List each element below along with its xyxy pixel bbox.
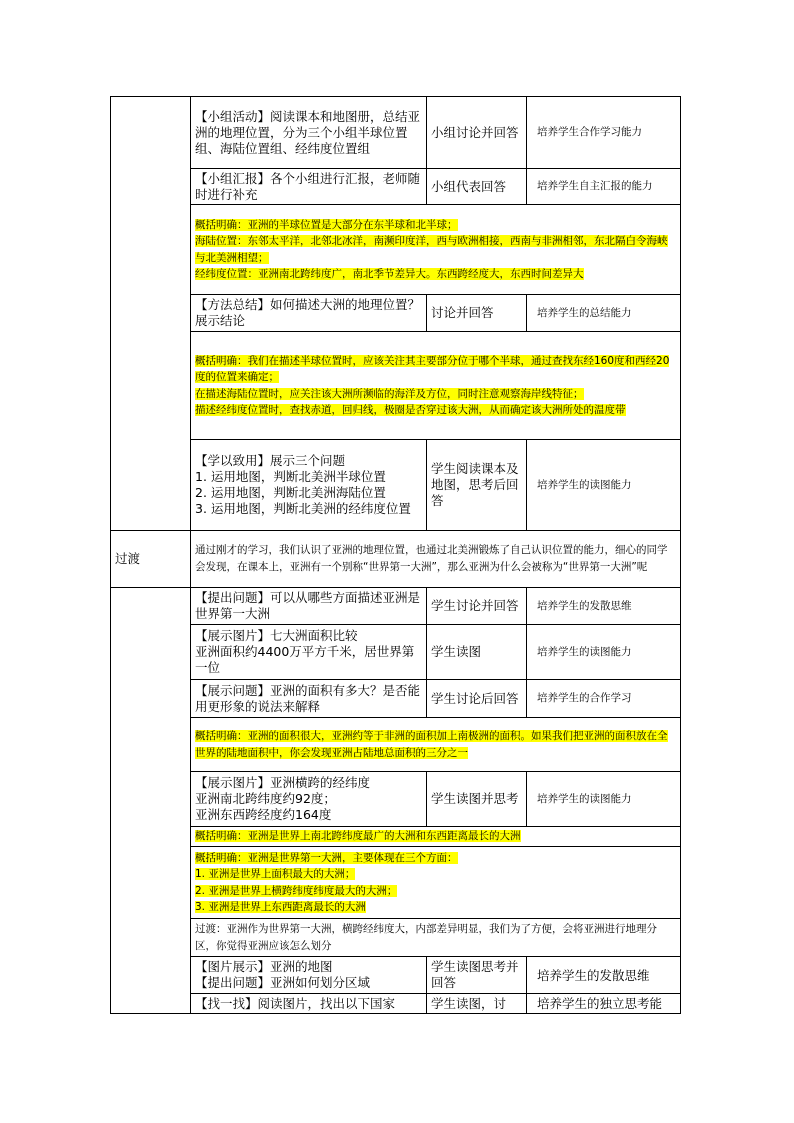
table-row — [111, 957, 681, 994]
summary-line: 2. 亚洲是世界上横跨纬度纬度最大的大洲； — [195, 884, 398, 897]
summary-cell — [191, 827, 681, 847]
summary-line: 在描述海陆位置时，应关注该大洲所濒临的海洋及方位，同时注意观察海岸线特征； — [195, 387, 584, 400]
summary-cell — [191, 847, 681, 919]
goal-cell: 培养学生的总结能力 — [527, 295, 681, 332]
goal-cell: 培养学生的读图能力 — [527, 625, 681, 680]
activity-cell: 【找一找】阅读图片，找出以下国家 — [191, 994, 427, 1014]
summary-line: 概括明确：亚洲的面积很大，亚洲约等于非洲的面积加上南极洲的面积。如果我们把亚洲的面积放在全世界的陆地面积中，你会发现亚洲占陆地总面积的三分之一 — [195, 730, 668, 759]
activity-cell: 【展示问题】亚洲的面积有多大？是否能用更形象的说法来解释 — [191, 680, 427, 718]
activity-detail: 亚洲南北跨纬度约92度； — [195, 791, 336, 806]
student-activity-cell: 学生阅读课本及地图，思考后回答 — [427, 440, 527, 531]
goal-cell: 培养学生的合作学习 — [527, 680, 681, 718]
activity-detail: 亚洲东西跨经度约164度 — [195, 807, 332, 822]
table-row — [111, 332, 681, 440]
activity-detail: 亚洲面积约4400万平方千米，居世界第一位 — [195, 644, 415, 675]
activity-cell — [191, 440, 427, 531]
table-row — [111, 169, 681, 205]
stage-cell-empty — [111, 97, 191, 531]
activity-cell: 【小组汇报】各个小组进行汇报，老师随时进行补充 — [191, 169, 427, 205]
student-activity-cell: 学生读图思考并回答 — [427, 957, 527, 994]
summary-line: 1. 亚洲是世界上面积最大的大洲； — [195, 868, 356, 880]
student-activity-cell: 学生读图 — [427, 625, 527, 680]
activity-cell — [191, 772, 427, 827]
summary-line: 概括明确：亚洲的半球位置是大部分在东半球和北半球； — [195, 218, 458, 231]
summary-line: 描述经纬度位置时，查找赤道，回归线，极圈是否穿过该大洲，从而确定该大洲所处的温度带 — [195, 404, 626, 416]
goal-cell: 培养学生的发散思维 — [527, 588, 681, 625]
goal-cell: 培养学生的发散思维 — [527, 957, 681, 994]
activity-title: 【学以致用】展示三个问题 — [195, 453, 346, 468]
summary-line: 概括明确：我们在描述半球位置时，应该关注其主要部分位于哪个半球，通过查找东经160度和西经20度的位置来确定； — [195, 354, 670, 383]
transition-cell: 通过刚才的学习，我们认识了亚洲的地理位置，也通过北美洲锻炼了自己认识位置的能力，细心的同学会发现，在课本上，亚洲有一个别称“世界第一大洲”，那么亚洲为什么会被称为“世界第一大洲”呢 — [191, 531, 681, 588]
table-row — [111, 531, 681, 588]
activity-cell: 【小组活动】阅读课本和地图册，总结亚洲的地理位置，分为三个小组半球位置组、海陆位置组、经纬度位置组 — [191, 97, 427, 169]
summary-line: 经纬度位置：亚洲南北跨纬度广，南北季节差异大。东西跨经度大，东西时间差异大 — [195, 268, 584, 280]
goal-cell: 培养学生的读图能力 — [527, 440, 681, 531]
student-activity-cell: 学生讨论并回答 — [427, 588, 527, 625]
activity-title: 【提出问题】亚洲如何划分区域 — [195, 975, 371, 990]
activity-title: 【展示图片】亚洲横跨的经纬度 — [195, 775, 371, 790]
question-item: 1. 运用地图，判断北美洲半球位置 — [195, 469, 386, 484]
summary-cell — [191, 332, 681, 440]
question-item: 3. 运用地图，判断北美洲的经纬度位置 — [195, 501, 411, 516]
table-row — [111, 440, 681, 531]
table-row — [111, 919, 681, 957]
student-activity-cell: 小组讨论并回答 — [427, 97, 527, 169]
activity-title: 【展示图片】七大洲面积比较 — [195, 628, 358, 643]
activity-title: 【图片展示】亚洲的地图 — [195, 959, 333, 974]
table-row — [111, 588, 681, 625]
student-activity-cell: 学生读图并思考 — [427, 772, 527, 827]
question-item: 2. 运用地图，判断北美洲海陆位置 — [195, 485, 386, 500]
student-activity-cell: 讨论并回答 — [427, 295, 527, 332]
table-row — [111, 625, 681, 680]
summary-cell — [191, 205, 681, 295]
summary-line: 概括明确：亚洲是世界上南北跨纬度最广的大洲和东西距离最长的大洲 — [195, 830, 521, 843]
table-row — [111, 847, 681, 919]
summary-line: 3. 亚洲是世界上东西距离最长的大洲 — [195, 901, 366, 913]
table-row — [111, 772, 681, 827]
activity-cell — [191, 625, 427, 680]
student-activity-cell: 小组代表回答 — [427, 169, 527, 205]
goal-cell: 培养学生的独立思考能 — [527, 994, 681, 1014]
table-row — [111, 994, 681, 1014]
student-activity-cell: 学生读图，讨 — [427, 994, 527, 1014]
goal-cell: 培养学生的读图能力 — [527, 772, 681, 827]
lesson-plan-table — [110, 96, 681, 1014]
summary-line: 概括明确：亚洲是世界第一大洲，主要体现在三个方面： — [195, 851, 458, 864]
goal-cell: 培养学生合作学习能力 — [527, 97, 681, 169]
summary-line: 海陆位置：东邻太平洋，北邻北冰洋，南濒印度洋，西与欧洲相接，西南与非洲相邻，东北隔白令海峡与北美洲相望； — [195, 235, 668, 264]
activity-cell: 【方法总结】如何描述大洲的地理位置？展示结论 — [191, 295, 427, 332]
activity-cell: 【提出问题】可以从哪些方面描述亚洲是世界第一大洲 — [191, 588, 427, 625]
transition-cell: 过渡：亚洲作为世界第一大洲，横跨经纬度大，内部差异明显，我们为了方便，会将亚洲进行地理分区，你觉得亚洲应该怎么划分 — [191, 919, 681, 957]
table-row — [111, 827, 681, 847]
table-row — [111, 718, 681, 772]
student-activity-cell: 学生讨论后回答 — [427, 680, 527, 718]
summary-cell — [191, 718, 681, 772]
table-row — [111, 680, 681, 718]
table-row — [111, 295, 681, 332]
stage-cell-transition: 过渡 — [111, 531, 191, 588]
table-row — [111, 205, 681, 295]
table-row — [111, 97, 681, 169]
stage-cell-world-largest — [111, 588, 191, 1014]
goal-cell: 培养学生自主汇报的能力 — [527, 169, 681, 205]
activity-cell — [191, 957, 427, 994]
